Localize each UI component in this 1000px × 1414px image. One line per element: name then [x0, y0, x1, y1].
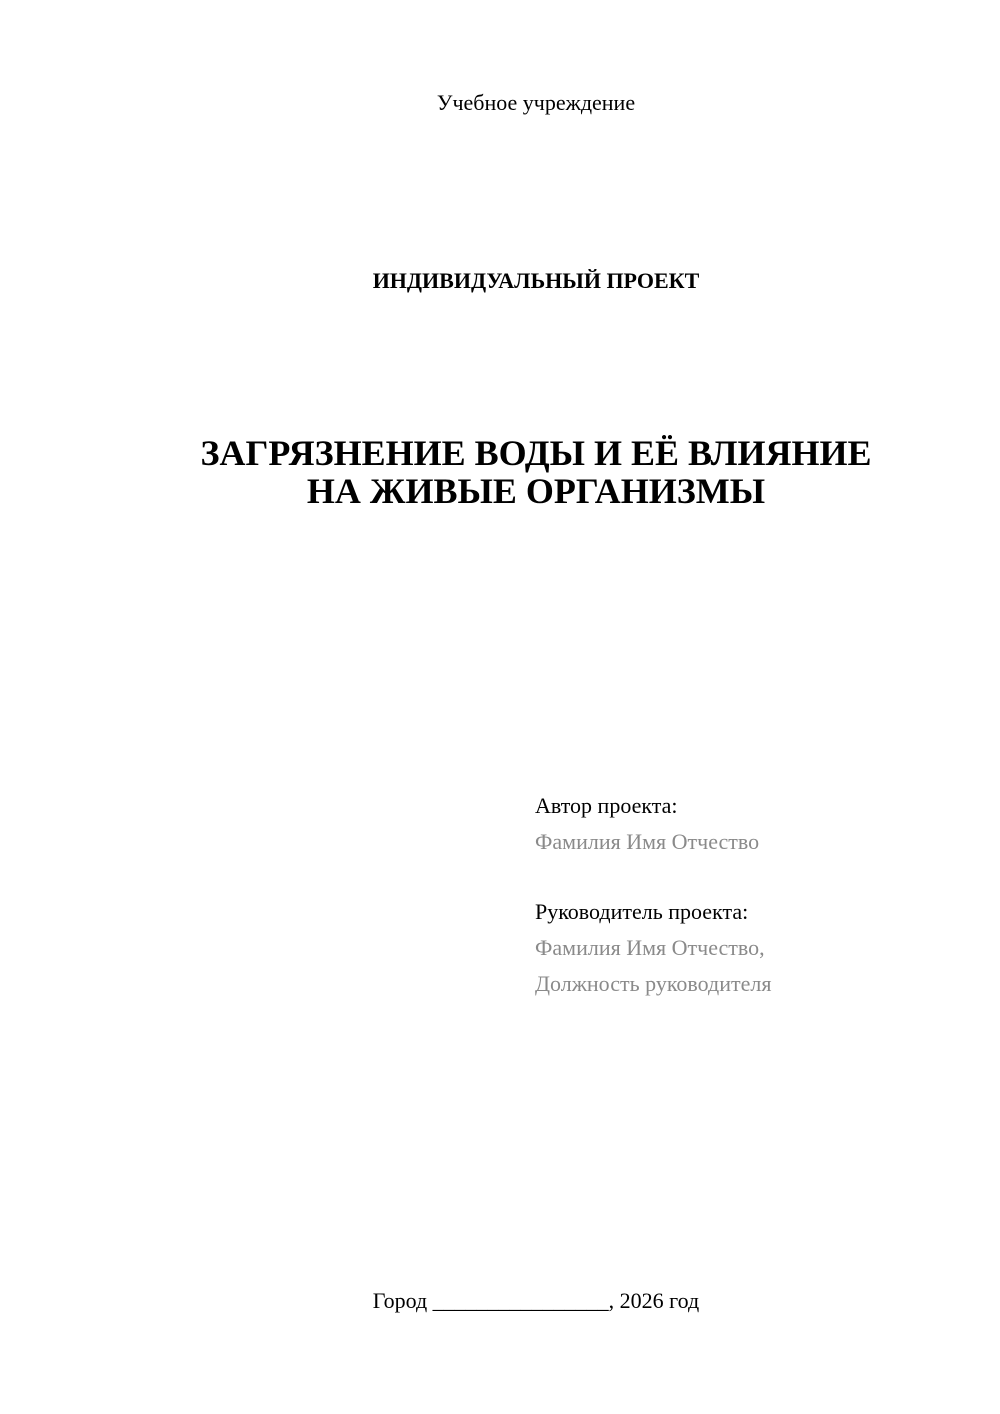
project-title-line-1: ЗАГРЯЗНЕНИЕ ВОДЫ И ЕЁ ВЛИЯНИЕ: [200, 433, 872, 473]
supervisor-position: Должность руководителя: [535, 971, 772, 996]
institution-name: Учебное учреждение: [436, 90, 636, 115]
city-year-line: Город ________________, 2026 год: [372, 1288, 700, 1313]
author-name: Фамилия Имя Отчество: [535, 829, 760, 854]
author-label: Автор проекта:: [535, 793, 678, 818]
supervisor-label: Руководитель проекта:: [535, 899, 749, 924]
supervisor-block: [535, 894, 975, 1002]
project-title-line-2: НА ЖИВЫЕ ОРГАНИЗМЫ: [306, 471, 766, 511]
supervisor-name: Фамилия Имя Отчество,: [535, 935, 765, 960]
credits-block: [535, 788, 975, 1002]
project-title: [0, 434, 1000, 510]
author-block: [535, 788, 975, 860]
project-type-heading: ИНДИВИДУАЛЬНЫЙ ПРОЕКТ: [372, 268, 700, 293]
